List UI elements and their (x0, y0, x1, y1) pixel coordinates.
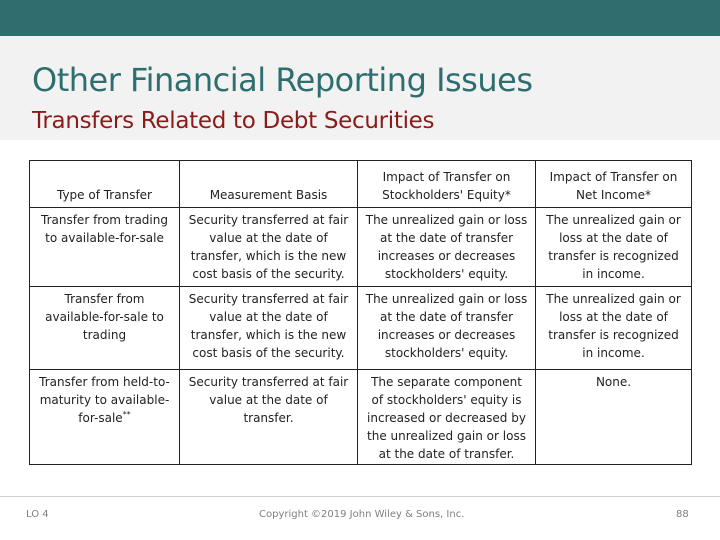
type-text: Transfer from held-to-maturity to available-for-sale (39, 375, 170, 425)
column-header-measurement: Measurement Basis (180, 161, 358, 208)
income-impact-cell: None. (536, 370, 692, 465)
slide-subtitle: Transfers Related to Debt Securities (32, 108, 435, 134)
type-cell (30, 370, 180, 465)
table-row (30, 287, 692, 370)
learning-objective-label: LO 4 (26, 509, 49, 520)
transfers-table (29, 160, 692, 465)
measurement-cell: Security transferred at fair value at the date of transfer. (180, 370, 358, 465)
equity-impact-cell: The separate component of stockholders' equity is increased or decreased by the unrealized gain or loss at the date of transfer. (358, 370, 536, 465)
table-row (30, 208, 692, 287)
type-text: Transfer from available-for-sale to trading (45, 292, 164, 342)
column-header-income-impact: Impact of Transfer on Net Income* (536, 161, 692, 208)
income-impact-cell: The unrealized gain or loss at the date of transfer is recognized in income. (536, 287, 692, 370)
measurement-cell: Security transferred at fair value at the date of transfer, which is the new cost basis of the security. (180, 287, 358, 370)
top-color-band (0, 0, 720, 36)
type-text: Transfer from trading to available-for-sale (41, 213, 168, 245)
type-cell (30, 287, 180, 370)
type-cell (30, 208, 180, 287)
column-header-equity-impact: Impact of Transfer on Stockholders' Equity* (358, 161, 536, 208)
measurement-cell: Security transferred at fair value at the date of transfer, which is the new cost basis of the security. (180, 208, 358, 287)
income-impact-cell: The unrealized gain or loss at the date of transfer is recognized in income. (536, 208, 692, 287)
footer-divider (0, 496, 720, 497)
page-number: 88 (676, 509, 689, 520)
table-row (30, 370, 692, 465)
equity-impact-cell: The unrealized gain or loss at the date of transfer increases or decreases stockholders' equity. (358, 287, 536, 370)
footnote-marker: ** (122, 410, 131, 419)
slide-title: Other Financial Reporting Issues (32, 61, 533, 99)
table-header-row (30, 161, 692, 208)
equity-impact-cell: The unrealized gain or loss at the date of transfer increases or decreases stockholders' equity. (358, 208, 536, 287)
column-header-type: Type of Transfer (30, 161, 180, 208)
copyright-notice: Copyright ©2019 John Wiley & Sons, Inc. (259, 509, 465, 520)
